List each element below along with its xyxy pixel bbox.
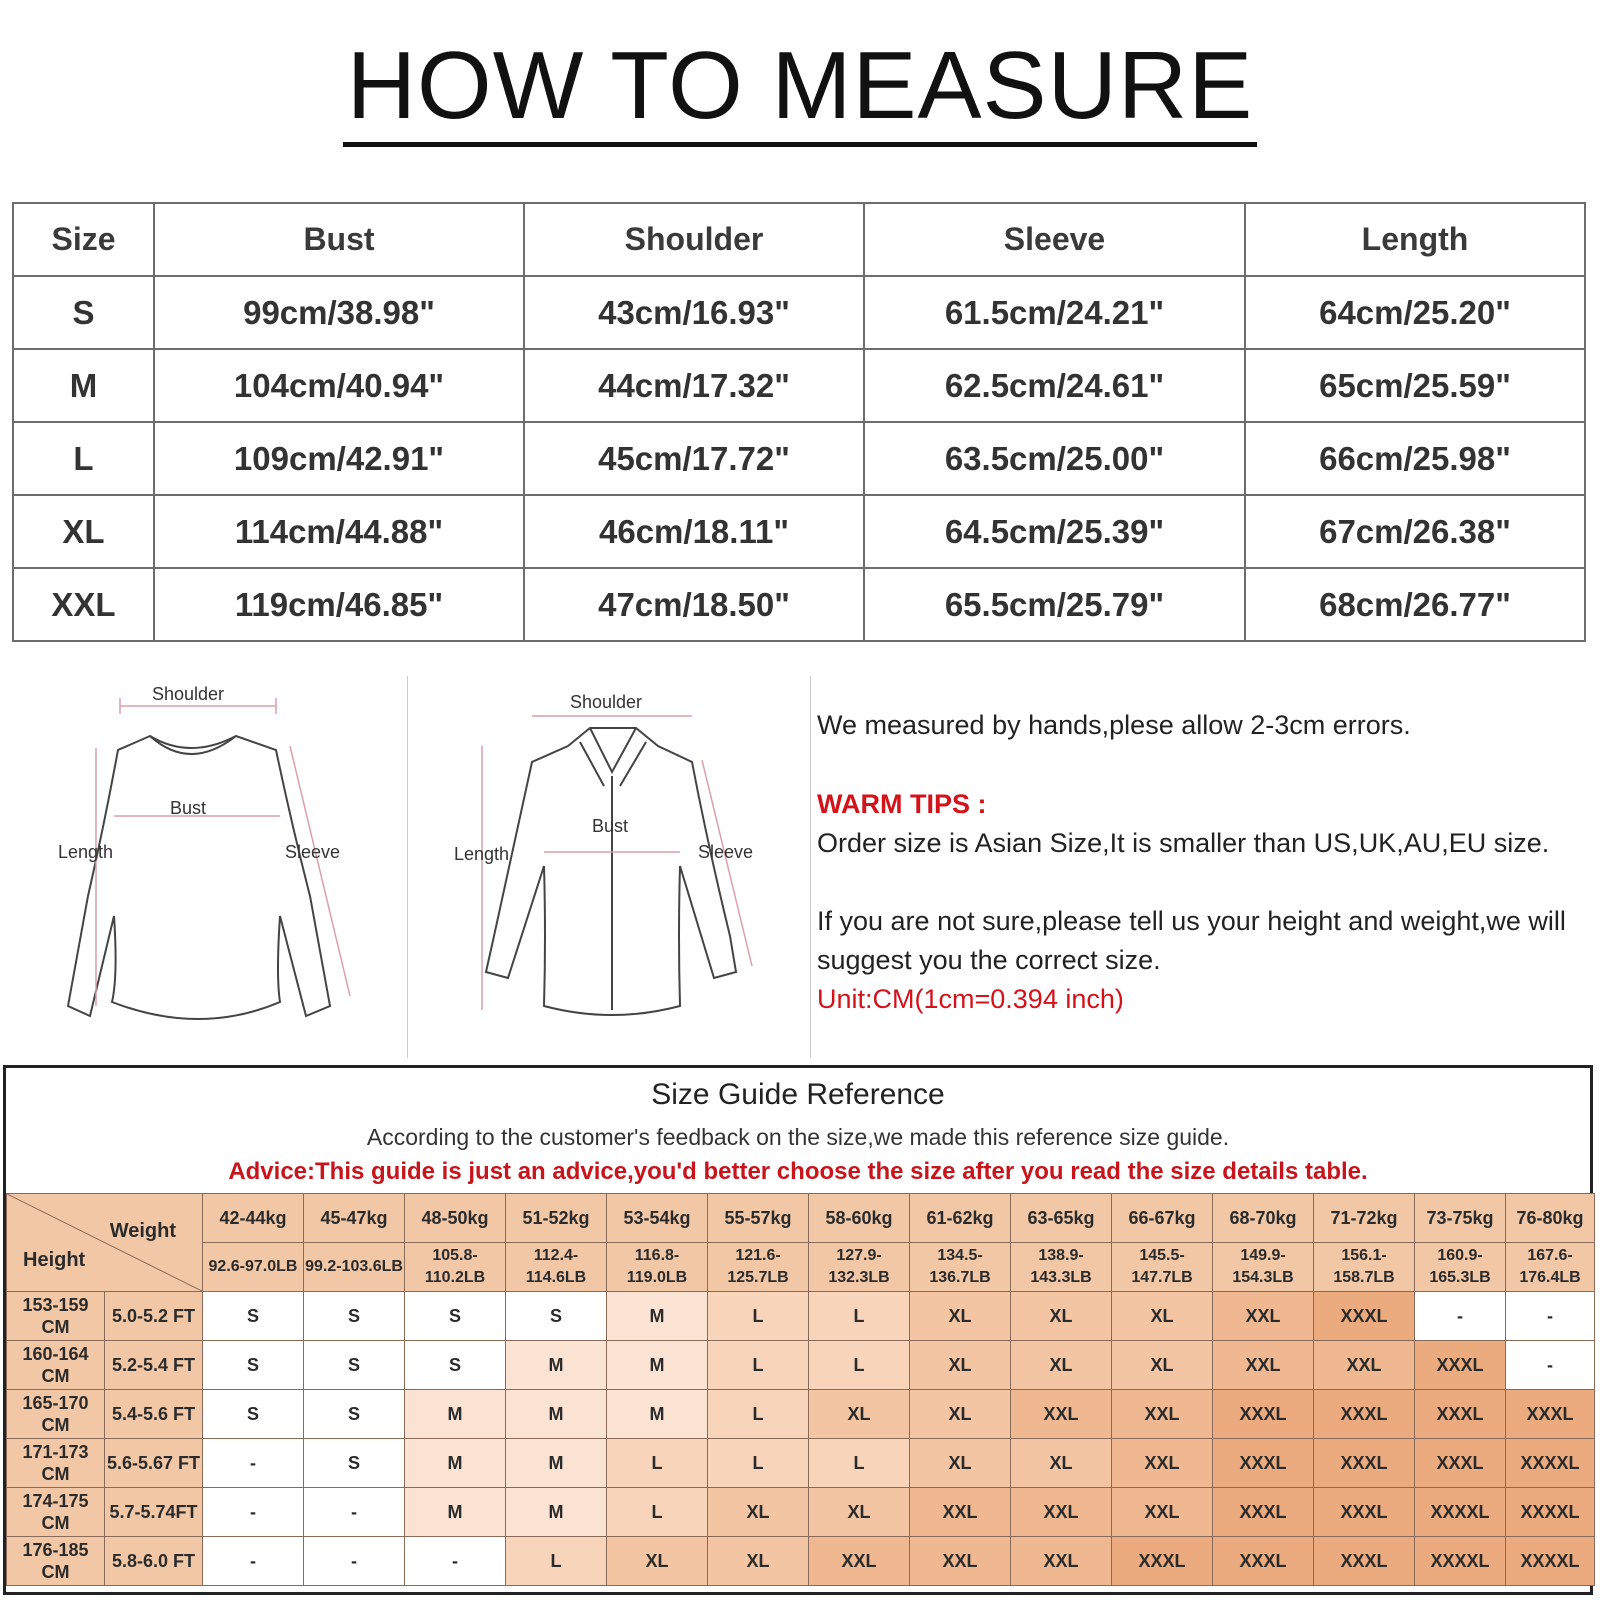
size-recommendation-cell: XL bbox=[910, 1390, 1011, 1439]
page-title: HOW TO MEASURE bbox=[343, 36, 1258, 147]
size-recommendation-cell: M bbox=[506, 1341, 607, 1390]
weight-kg-cell: 48-50kg bbox=[405, 1194, 506, 1243]
length-cell: 66cm/25.98" bbox=[1245, 422, 1585, 495]
size-recommendation-cell: XXL bbox=[1011, 1390, 1112, 1439]
size-recommendation-cell: XXXXL bbox=[1506, 1488, 1595, 1537]
size-recommendation-cell: XL bbox=[1112, 1292, 1213, 1341]
length-cell: 65cm/25.59" bbox=[1245, 349, 1585, 422]
size-recommendation-cell: XL bbox=[910, 1439, 1011, 1488]
weight-lb-cell: 149.9-154.3LB bbox=[1213, 1243, 1314, 1292]
size-cell: L bbox=[13, 422, 154, 495]
size-recommendation-cell: XXXL bbox=[1506, 1390, 1595, 1439]
size-guide-header bbox=[6, 1068, 1590, 1196]
size-recommendation-cell: M bbox=[405, 1390, 506, 1439]
height-row bbox=[7, 1488, 1595, 1537]
height-row bbox=[7, 1341, 1595, 1390]
size-recommendation-cell: XXXL bbox=[1112, 1537, 1213, 1586]
size-recommendation-cell: XL bbox=[1011, 1341, 1112, 1390]
size-recommendation-cell: XXL bbox=[1011, 1537, 1112, 1586]
size-recommendation-cell: M bbox=[405, 1488, 506, 1537]
tshirt-diagram bbox=[40, 676, 380, 1058]
size-recommendation-cell: S bbox=[405, 1292, 506, 1341]
weight-lb-cell: 105.8-110.2LB bbox=[405, 1243, 506, 1292]
size-recommendation-cell: XL bbox=[607, 1537, 708, 1586]
size-recommendation-cell: XXXL bbox=[1415, 1341, 1506, 1390]
size-recommendation-cell: XXXL bbox=[1314, 1390, 1415, 1439]
size-recommendation-cell: XL bbox=[1112, 1341, 1213, 1390]
size-recommendation-cell: S bbox=[304, 1439, 405, 1488]
size-recommendation-cell: L bbox=[708, 1292, 809, 1341]
measure-guide-section bbox=[0, 676, 1600, 1058]
weight-kg-cell: 76-80kg bbox=[1506, 1194, 1595, 1243]
diagonal-line-icon bbox=[7, 1194, 202, 1291]
size-recommendation-cell: XXL bbox=[1213, 1341, 1314, 1390]
header-size: Size bbox=[13, 203, 154, 276]
size-recommendation-cell: - bbox=[304, 1488, 405, 1537]
header-sleeve: Sleeve bbox=[864, 203, 1245, 276]
size-recommendation-cell: XXXXL bbox=[1506, 1537, 1595, 1586]
measurement-row bbox=[13, 495, 1585, 568]
weight-kg-cell: 58-60kg bbox=[809, 1194, 910, 1243]
size-guide-title: Size Guide Reference bbox=[651, 1078, 945, 1111]
size-recommendation-cell: XL bbox=[708, 1537, 809, 1586]
size-recommendation-cell: XXXL bbox=[1314, 1488, 1415, 1537]
weight-label: Weight bbox=[109, 1220, 176, 1242]
weight-kg-row bbox=[7, 1194, 1595, 1243]
size-recommendation-cell: XXL bbox=[1112, 1488, 1213, 1537]
size-recommendation-cell: S bbox=[405, 1341, 506, 1390]
weight-kg-cell: 61-62kg bbox=[910, 1194, 1011, 1243]
weight-lb-cell: 92.6-97.0LB bbox=[203, 1243, 304, 1292]
size-recommendation-cell: L bbox=[809, 1439, 910, 1488]
weight-lb-cell: 134.5-136.7LB bbox=[910, 1243, 1011, 1292]
size-recommendation-cell: S bbox=[304, 1390, 405, 1439]
weight-kg-cell: 55-57kg bbox=[708, 1194, 809, 1243]
weight-kg-cell: 42-44kg bbox=[203, 1194, 304, 1243]
height-cm-cell: 171-173 CM bbox=[7, 1439, 105, 1488]
weight-lb-cell: 156.1-158.7LB bbox=[1314, 1243, 1415, 1292]
height-ft-cell: 5.6-5.67 FT bbox=[105, 1439, 203, 1488]
size-recommendation-cell: - bbox=[203, 1439, 304, 1488]
bust-label: Bust bbox=[170, 798, 207, 818]
size-recommendation-cell: XXL bbox=[1112, 1390, 1213, 1439]
size-recommendation-cell: XXXL bbox=[1213, 1439, 1314, 1488]
size-recommendation-cell: XXL bbox=[910, 1488, 1011, 1537]
unit-note: Unit:CM(1cm=0.394 inch) bbox=[817, 984, 1124, 1014]
bust-cell: 104cm/40.94" bbox=[154, 349, 524, 422]
weight-kg-cell: 66-67kg bbox=[1112, 1194, 1213, 1243]
size-recommendation-cell: XL bbox=[910, 1341, 1011, 1390]
page-title-wrap bbox=[0, 32, 1600, 147]
header-length: Length bbox=[1245, 203, 1585, 276]
size-recommendation-cell: XXXL bbox=[1213, 1488, 1314, 1537]
size-guide-advice: Advice:This guide is just an advice,you'd better choose the size after you read the size details table. bbox=[228, 1158, 1368, 1185]
size-cell: S bbox=[13, 276, 154, 349]
measurement-note: We measured by hands,plese allow 2-3cm errors. bbox=[817, 710, 1411, 740]
height-cm-cell: 153-159 CM bbox=[7, 1292, 105, 1341]
length-cell: 68cm/26.77" bbox=[1245, 568, 1585, 641]
shirt-outline-icon bbox=[440, 676, 780, 1058]
tips-line-2: If you are not sure,please tell us your height and weight,we will suggest you the correct size. bbox=[817, 906, 1566, 975]
weight-lb-cell: 127.9-132.3LB bbox=[809, 1243, 910, 1292]
size-recommendation-cell: - bbox=[203, 1537, 304, 1586]
height-ft-cell: 5.4-5.6 FT bbox=[105, 1390, 203, 1439]
size-recommendation-cell: - bbox=[1506, 1341, 1595, 1390]
size-recommendation-cell: XXXL bbox=[1314, 1439, 1415, 1488]
height-row bbox=[7, 1439, 1595, 1488]
size-cell: XXL bbox=[13, 568, 154, 641]
size-recommendation-cell: S bbox=[506, 1292, 607, 1341]
measurement-row bbox=[13, 276, 1585, 349]
weight-lb-cell: 99.2-103.6LB bbox=[304, 1243, 405, 1292]
size-recommendation-cell: - bbox=[203, 1488, 304, 1537]
shoulder-cell: 43cm/16.93" bbox=[524, 276, 864, 349]
size-recommendation-cell: L bbox=[708, 1439, 809, 1488]
info-block bbox=[817, 706, 1597, 1019]
size-recommendation-cell: XXXXL bbox=[1415, 1537, 1506, 1586]
size-recommendation-cell: XXL bbox=[1112, 1439, 1213, 1488]
height-ft-cell: 5.0-5.2 FT bbox=[105, 1292, 203, 1341]
size-recommendation-cell: M bbox=[506, 1390, 607, 1439]
sleeve-cell: 64.5cm/25.39" bbox=[864, 495, 1245, 568]
height-cm-cell: 176-185 CM bbox=[7, 1537, 105, 1586]
bust-label: Bust bbox=[592, 816, 629, 836]
height-row bbox=[7, 1390, 1595, 1439]
height-ft-cell: 5.8-6.0 FT bbox=[105, 1537, 203, 1586]
size-recommendation-cell: L bbox=[506, 1537, 607, 1586]
size-recommendation-cell: XXXL bbox=[1213, 1537, 1314, 1586]
size-recommendation-cell: XL bbox=[910, 1292, 1011, 1341]
sleeve-label: Sleeve bbox=[285, 842, 341, 862]
size-recommendation-cell: L bbox=[809, 1292, 910, 1341]
length-label: Length bbox=[454, 844, 510, 864]
size-recommendation-cell: XXL bbox=[1011, 1488, 1112, 1537]
measurement-table bbox=[12, 202, 1586, 642]
size-recommendation-cell: S bbox=[304, 1341, 405, 1390]
length-cell: 64cm/25.20" bbox=[1245, 276, 1585, 349]
size-cell: XL bbox=[13, 495, 154, 568]
size-recommendation-cell: S bbox=[203, 1341, 304, 1390]
size-recommendation-cell: M bbox=[506, 1439, 607, 1488]
height-cm-cell: 165-170 CM bbox=[7, 1390, 105, 1439]
length-cell: 67cm/26.38" bbox=[1245, 495, 1585, 568]
size-recommendation-cell: XXL bbox=[809, 1537, 910, 1586]
size-recommendation-cell: - bbox=[1506, 1292, 1595, 1341]
weight-kg-cell: 45-47kg bbox=[304, 1194, 405, 1243]
size-recommendation-cell: XL bbox=[1011, 1292, 1112, 1341]
size-recommendation-cell: XXL bbox=[1213, 1292, 1314, 1341]
size-guide-subtitle: According to the customer's feedback on the size,we made this reference size guide. bbox=[366, 1124, 1230, 1150]
height-row bbox=[7, 1537, 1595, 1586]
size-recommendation-cell: XXL bbox=[1314, 1341, 1415, 1390]
shoulder-label: Shoulder bbox=[152, 684, 225, 704]
tips-line-1: Order size is Asian Size,It is smaller than US,UK,AU,EU size. bbox=[817, 828, 1550, 858]
shoulder-cell: 46cm/18.11" bbox=[524, 495, 864, 568]
size-recommendation-cell: XXXXL bbox=[1415, 1488, 1506, 1537]
size-guide-table bbox=[6, 1193, 1595, 1586]
size-cell: M bbox=[13, 349, 154, 422]
weight-lb-cell: 112.4-114.6LB bbox=[506, 1243, 607, 1292]
weight-lb-cell: 145.5-147.7LB bbox=[1112, 1243, 1213, 1292]
size-recommendation-cell: M bbox=[405, 1439, 506, 1488]
measurement-row bbox=[13, 568, 1585, 641]
size-recommendation-cell: XXXL bbox=[1213, 1390, 1314, 1439]
shoulder-cell: 47cm/18.50" bbox=[524, 568, 864, 641]
height-ft-cell: 5.2-5.4 FT bbox=[105, 1341, 203, 1390]
shoulder-cell: 44cm/17.32" bbox=[524, 349, 864, 422]
height-cm-cell: 174-175 CM bbox=[7, 1488, 105, 1537]
sleeve-label: Sleeve bbox=[698, 842, 754, 862]
sleeve-cell: 61.5cm/24.21" bbox=[864, 276, 1245, 349]
weight-height-corner bbox=[7, 1194, 203, 1292]
size-recommendation-cell: XL bbox=[708, 1488, 809, 1537]
measurement-row bbox=[13, 349, 1585, 422]
measurement-header-row bbox=[13, 203, 1585, 276]
size-recommendation-cell: XXL bbox=[910, 1537, 1011, 1586]
size-guide bbox=[3, 1065, 1593, 1595]
sleeve-cell: 63.5cm/25.00" bbox=[864, 422, 1245, 495]
size-recommendation-cell: M bbox=[607, 1390, 708, 1439]
size-recommendation-cell: S bbox=[203, 1390, 304, 1439]
weight-kg-cell: 51-52kg bbox=[506, 1194, 607, 1243]
size-recommendation-cell: XXXL bbox=[1314, 1292, 1415, 1341]
size-recommendation-cell: XL bbox=[809, 1488, 910, 1537]
weight-kg-cell: 63-65kg bbox=[1011, 1194, 1112, 1243]
bust-cell: 119cm/46.85" bbox=[154, 568, 524, 641]
height-cm-cell: 160-164 CM bbox=[7, 1341, 105, 1390]
bust-cell: 114cm/44.88" bbox=[154, 495, 524, 568]
size-recommendation-cell: S bbox=[304, 1292, 405, 1341]
bust-cell: 99cm/38.98" bbox=[154, 276, 524, 349]
weight-kg-cell: 53-54kg bbox=[607, 1194, 708, 1243]
size-recommendation-cell: XL bbox=[1011, 1439, 1112, 1488]
weight-kg-cell: 68-70kg bbox=[1213, 1194, 1314, 1243]
header-bust: Bust bbox=[154, 203, 524, 276]
size-recommendation-cell: - bbox=[1415, 1292, 1506, 1341]
height-label: Height bbox=[23, 1249, 86, 1271]
size-recommendation-cell: L bbox=[607, 1488, 708, 1537]
weight-kg-cell: 73-75kg bbox=[1415, 1194, 1506, 1243]
height-row bbox=[7, 1292, 1595, 1341]
tshirt-outline-icon bbox=[40, 676, 380, 1058]
bust-cell: 109cm/42.91" bbox=[154, 422, 524, 495]
size-recommendation-cell: M bbox=[506, 1488, 607, 1537]
measurement-row bbox=[13, 422, 1585, 495]
length-label: Length bbox=[58, 842, 114, 862]
weight-lb-row bbox=[7, 1243, 1595, 1292]
size-recommendation-cell: - bbox=[304, 1537, 405, 1586]
sleeve-cell: 65.5cm/25.79" bbox=[864, 568, 1245, 641]
header-shoulder: Shoulder bbox=[524, 203, 864, 276]
size-recommendation-cell: XL bbox=[809, 1390, 910, 1439]
size-recommendation-cell: XXXXL bbox=[1506, 1439, 1595, 1488]
size-recommendation-cell: L bbox=[607, 1439, 708, 1488]
size-recommendation-cell: XXXL bbox=[1415, 1390, 1506, 1439]
size-recommendation-cell: M bbox=[607, 1292, 708, 1341]
size-recommendation-cell: - bbox=[405, 1537, 506, 1586]
weight-lb-cell: 116.8-119.0LB bbox=[607, 1243, 708, 1292]
shoulder-cell: 45cm/17.72" bbox=[524, 422, 864, 495]
shirt-diagram bbox=[440, 676, 780, 1058]
divider bbox=[810, 676, 811, 1058]
height-ft-cell: 5.7-5.74FT bbox=[105, 1488, 203, 1537]
size-recommendation-cell: XXXL bbox=[1314, 1537, 1415, 1586]
warm-tips-label: WARM TIPS : bbox=[817, 789, 987, 819]
size-recommendation-cell: M bbox=[607, 1341, 708, 1390]
weight-lb-cell: 121.6-125.7LB bbox=[708, 1243, 809, 1292]
weight-lb-cell: 138.9-143.3LB bbox=[1011, 1243, 1112, 1292]
weight-lb-cell: 160.9-165.3LB bbox=[1415, 1243, 1506, 1292]
size-recommendation-cell: S bbox=[203, 1292, 304, 1341]
size-recommendation-cell: L bbox=[708, 1341, 809, 1390]
shoulder-label: Shoulder bbox=[570, 692, 643, 712]
weight-kg-cell: 71-72kg bbox=[1314, 1194, 1415, 1243]
size-recommendation-cell: XXXL bbox=[1415, 1439, 1506, 1488]
size-recommendation-cell: L bbox=[708, 1390, 809, 1439]
sleeve-cell: 62.5cm/24.61" bbox=[864, 349, 1245, 422]
size-recommendation-cell: L bbox=[809, 1341, 910, 1390]
weight-lb-cell: 167.6-176.4LB bbox=[1506, 1243, 1595, 1292]
divider bbox=[407, 676, 408, 1058]
